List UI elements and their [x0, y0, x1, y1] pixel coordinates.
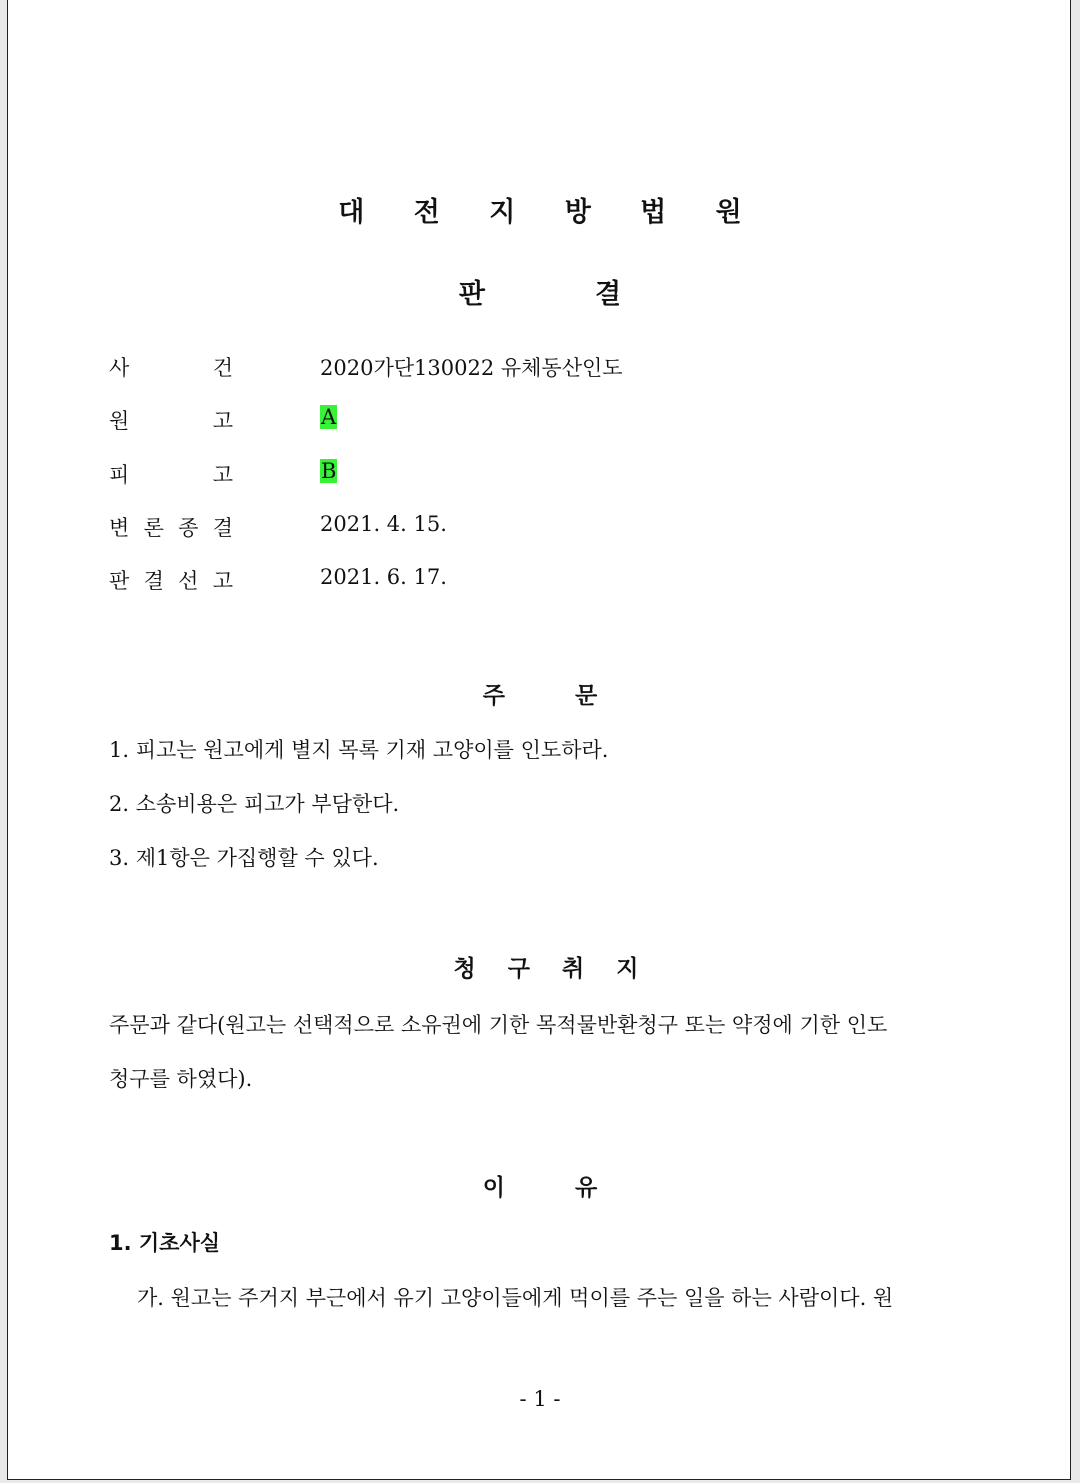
facts-subheading: 1. 기초사실 — [109, 1231, 221, 1255]
closing-date: 2021. 4. 15. — [320, 512, 447, 536]
page-number: - 1 - — [519, 1387, 561, 1411]
judgment-date-label: 판 결 선 고 — [109, 569, 233, 593]
order-item: 1. 피고는 원고에게 별지 목록 기재 고양이를 인도하라. — [109, 738, 609, 762]
claim-line: 주문과 같다(원고는 선택적으로 소유권에 기한 목적물반환청구 또는 약정에 기한 인도 — [109, 1013, 888, 1037]
order-item: 2. 소송비용은 피고가 부담한다. — [109, 792, 400, 816]
case-label: 사 건 — [109, 356, 233, 380]
case-number: 2020가단130022 유체동산인도 — [320, 356, 623, 380]
court-name: 대 전 지 방 법 원 — [338, 197, 762, 228]
reason-heading: 이 유 — [482, 1175, 598, 1201]
order-heading: 주 문 — [482, 683, 598, 709]
document-title-left: 판 — [458, 279, 485, 310]
defendant-name: B — [321, 459, 337, 483]
claim-line: 청구를 하였다). — [109, 1067, 253, 1091]
document-page — [7, 0, 1071, 1480]
facts-paragraph: 가. 원고는 주거지 부근에서 유기 고양이들에게 먹이를 주는 일을 하는 사람이다. 원 — [137, 1286, 894, 1310]
document-title-right: 결 — [595, 279, 622, 310]
plaintiff-label: 원 고 — [109, 409, 233, 433]
judgment-date: 2021. 6. 17. — [320, 565, 447, 589]
closing-label: 변 론 종 결 — [109, 516, 233, 540]
defendant-label: 피 고 — [109, 463, 233, 487]
claim-heading: 청 구 취 지 — [453, 956, 651, 982]
plaintiff-name: A — [321, 405, 337, 429]
order-item: 3. 제1항은 가집행할 수 있다. — [109, 846, 379, 870]
document-title — [8, 272, 1072, 311]
